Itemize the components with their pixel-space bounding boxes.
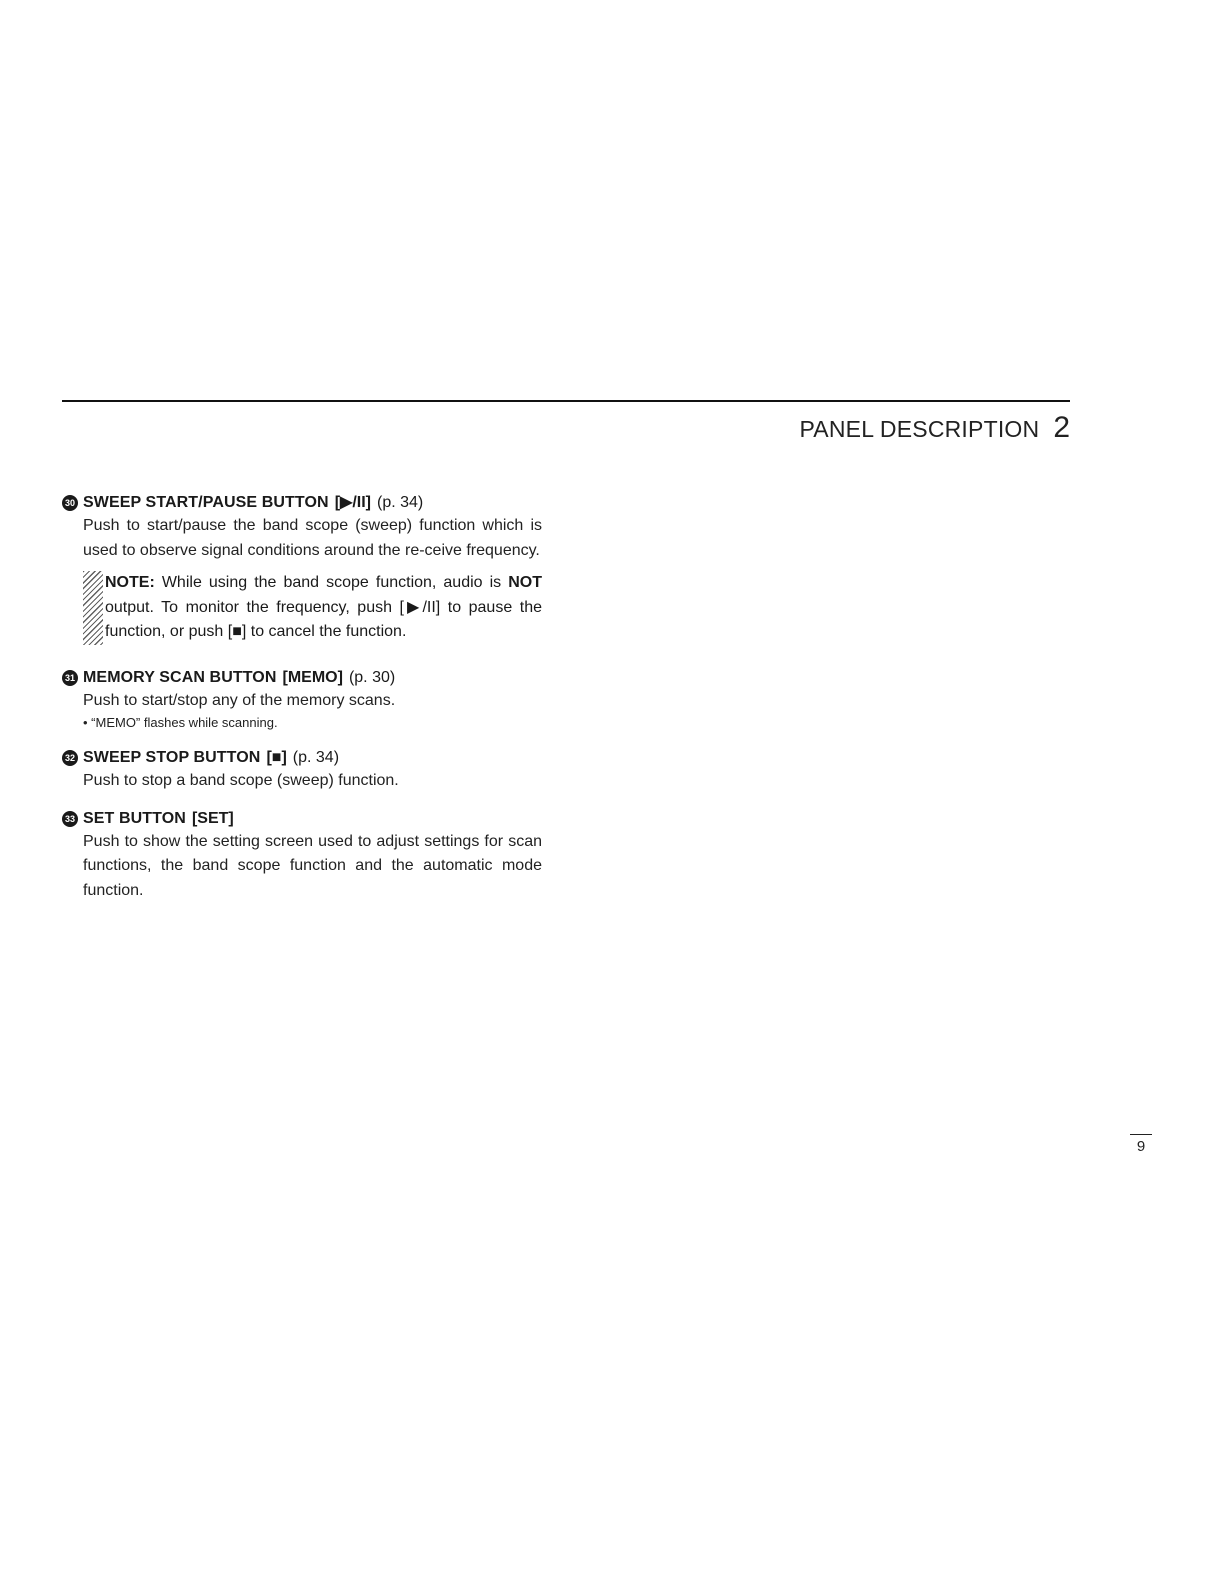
item-number-badge: 30 <box>62 495 78 511</box>
item-key: [▶/II] <box>334 494 371 511</box>
note-text <box>105 571 542 645</box>
page-footer <box>1128 1134 1154 1155</box>
item-heading <box>62 808 542 830</box>
note-box <box>83 571 542 645</box>
item-body: Push to start/pause the band scope (sweep) function which is used to observe signal conditions around the re-ceive frequency. <box>83 517 542 559</box>
item-number-badge: 31 <box>62 670 78 686</box>
item-key: [SET] <box>191 809 234 827</box>
item-bullet-note: • “MEMO” flashes while scanning. <box>83 715 278 730</box>
header-rule <box>62 400 1070 402</box>
section-title: PANEL DESCRIPTION <box>799 416 1040 442</box>
item-page-ref: (p. 34) <box>376 494 424 511</box>
section-number: 2 <box>1053 411 1070 444</box>
note-text-part2: output. To monitor the frequency, push [▶/II] to pause the function, or push [■] to cancel the function. <box>105 598 542 640</box>
item-page-ref: (p. 30) <box>348 668 396 686</box>
panel-description-list <box>62 492 542 917</box>
note-hatch-icon <box>83 571 103 645</box>
item-set-button <box>62 808 542 904</box>
note-label: NOTE: <box>105 574 155 591</box>
note-emphasis: NOT <box>508 574 542 591</box>
item-heading <box>62 667 542 689</box>
item-body: Push to show the setting screen used to adjust settings for scan functions, the band scope function and the automatic mode function. <box>83 832 542 899</box>
item-title: SET BUTTON <box>83 809 186 827</box>
item-key: [■] <box>266 749 287 766</box>
item-sweep-stop <box>62 747 542 794</box>
item-heading <box>62 747 542 769</box>
item-key: [MEMO] <box>282 668 343 686</box>
item-title: SWEEP START/PAUSE BUTTON <box>83 494 329 511</box>
item-heading <box>62 492 542 514</box>
item-sweep-start-pause <box>62 492 542 645</box>
item-number-badge: 32 <box>62 750 78 766</box>
item-memory-scan <box>62 667 542 734</box>
page-number: 9 <box>1136 1138 1146 1155</box>
item-page-ref: (p. 34) <box>292 749 340 766</box>
note-text-part1: While using the band scope function, audio is <box>154 574 509 591</box>
page-number-rule <box>1130 1134 1152 1135</box>
item-title: SWEEP STOP BUTTON <box>83 749 261 766</box>
item-title: MEMORY SCAN BUTTON <box>83 668 277 686</box>
section-header <box>799 411 1070 445</box>
item-body: Push to stop a band scope (sweep) function. <box>83 772 399 789</box>
item-body: Push to start/stop any of the memory scans. <box>83 691 396 709</box>
item-number-badge: 33 <box>62 811 78 827</box>
